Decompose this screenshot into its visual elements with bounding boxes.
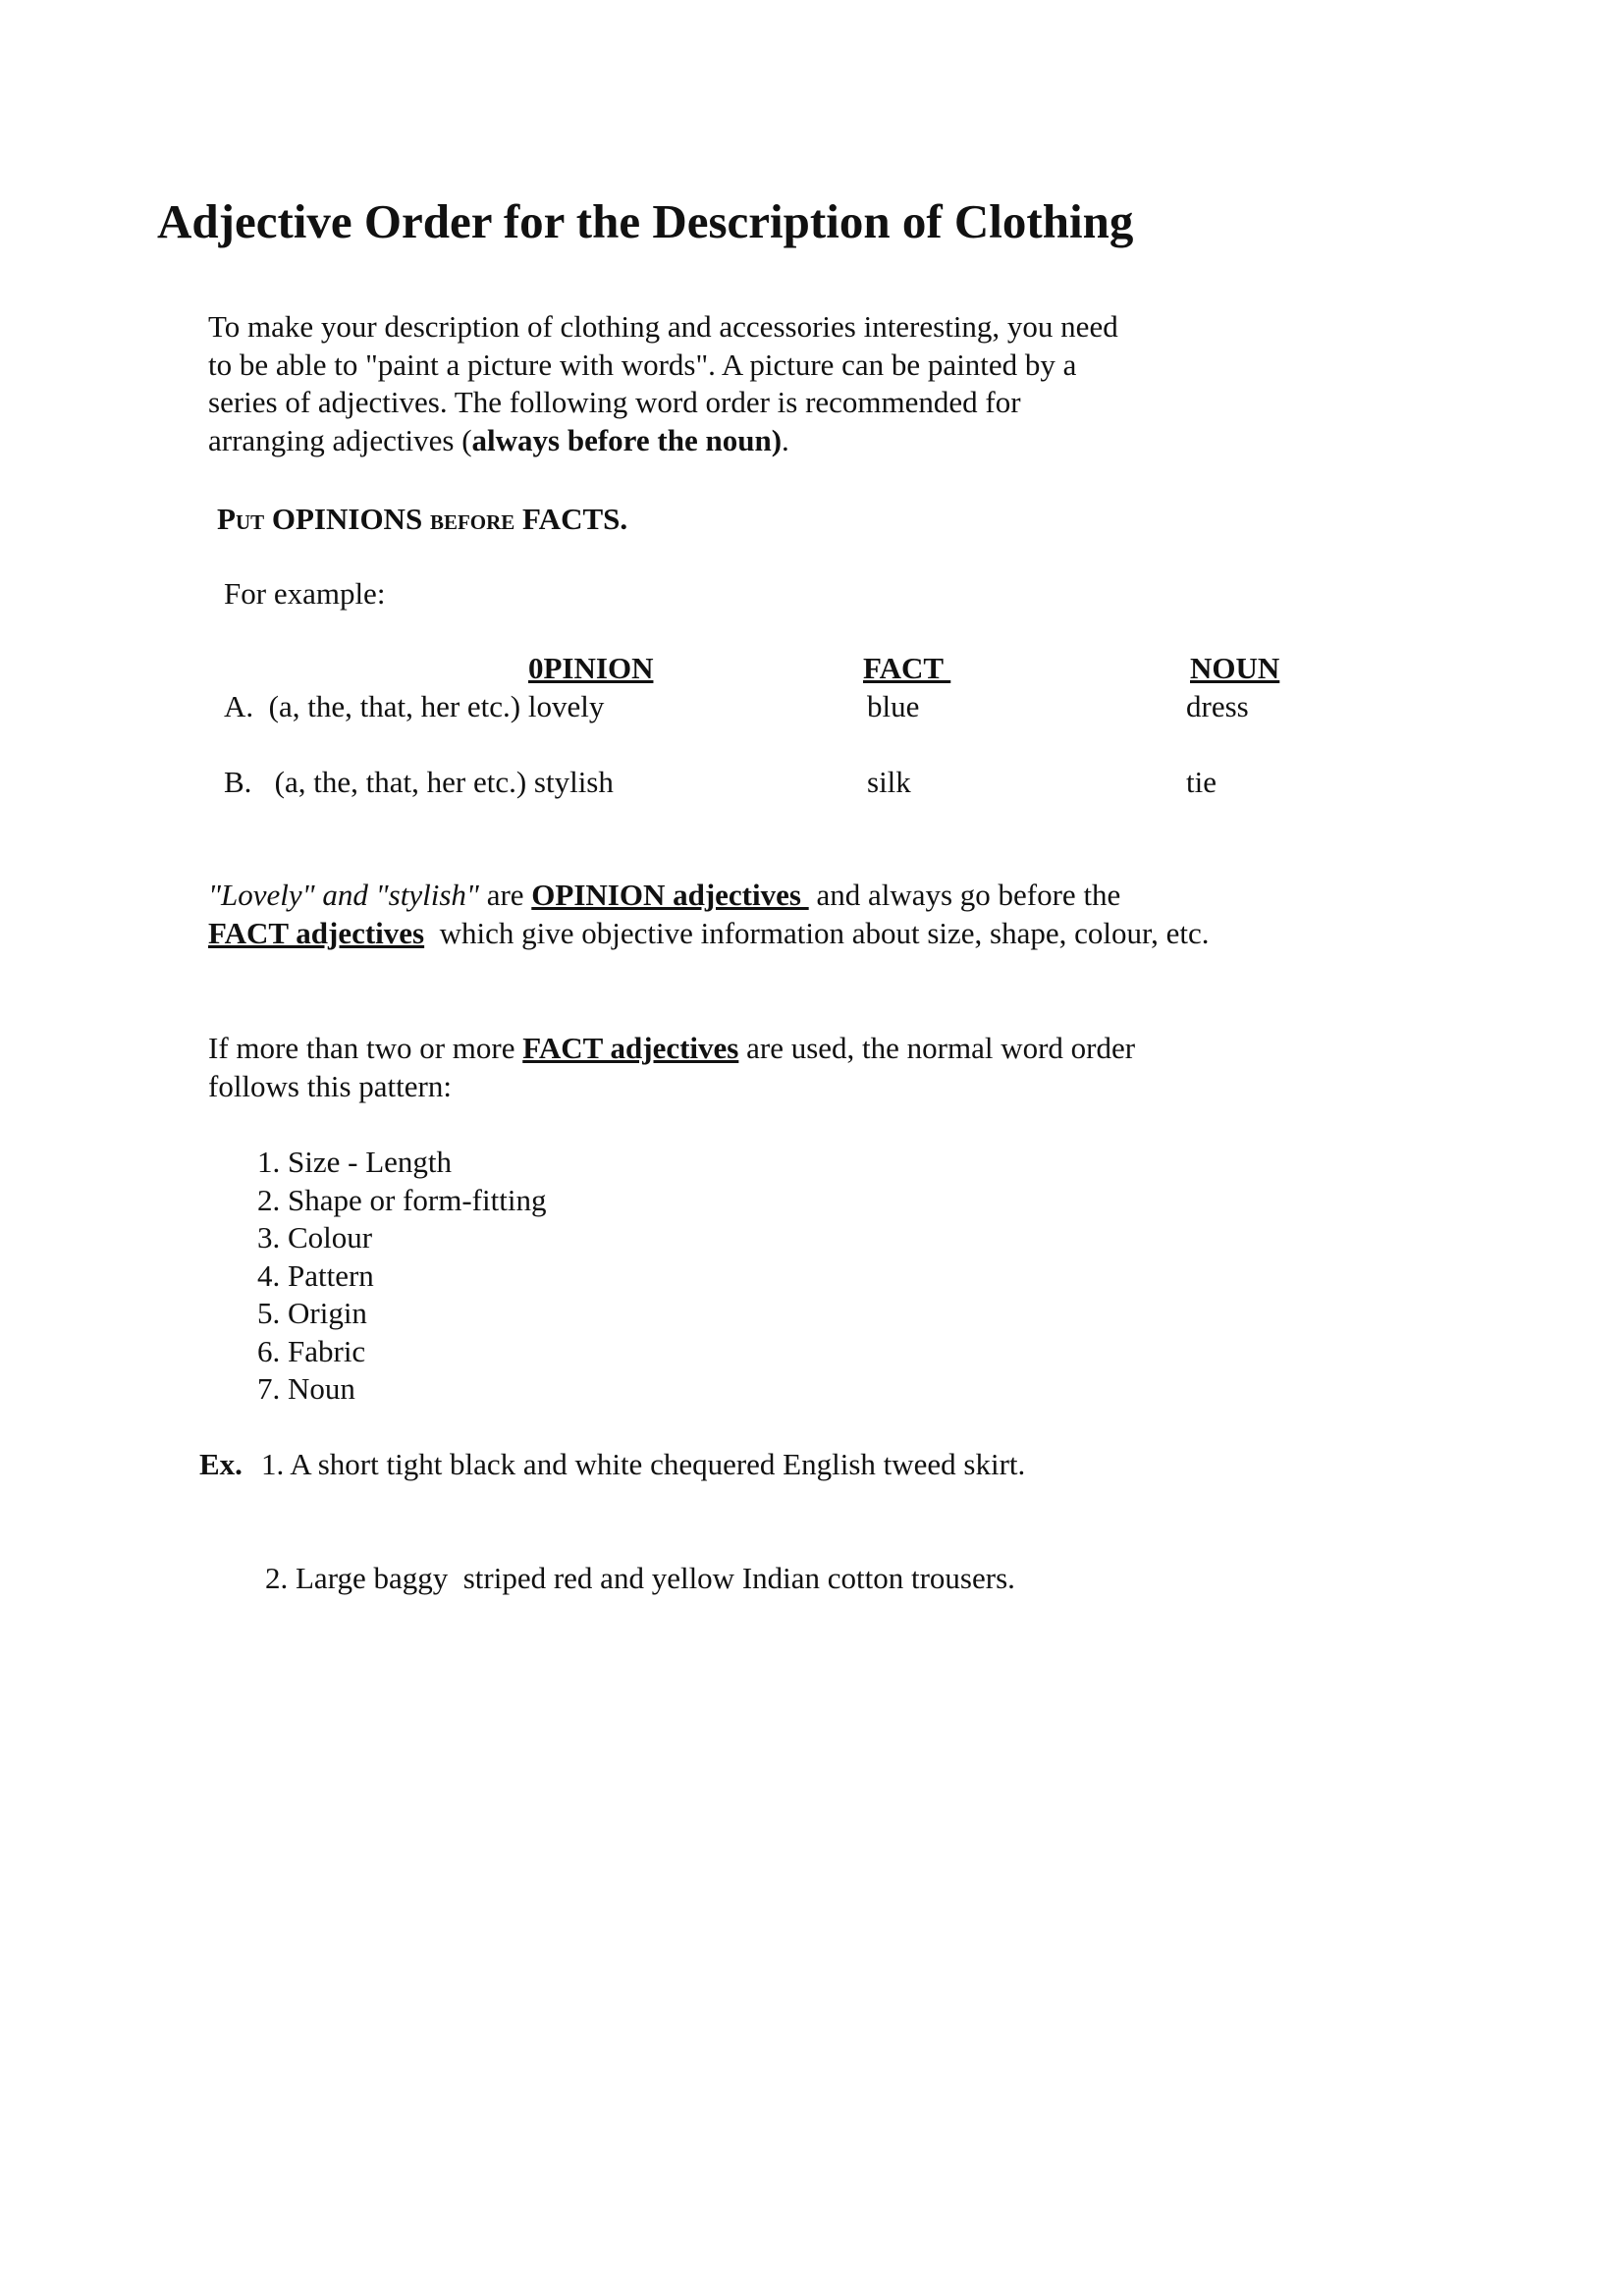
table-row-b-label: B. (a, the, that, her etc.) stylish <box>224 765 614 799</box>
example-1: 1. A short tight black and white chequered English tweed skirt. <box>261 1447 1026 1481</box>
intro-paragraph <box>208 308 1288 459</box>
table-row-a-noun: dress <box>1186 689 1249 723</box>
for-example-label: For example: <box>224 576 386 611</box>
intro-line <box>208 422 1288 460</box>
rule-heading-text: UT <box>235 510 265 534</box>
table-row-b-fact: silk <box>867 765 911 799</box>
list-item: 3. Colour <box>257 1220 373 1255</box>
fact-adjectives-term: FACT adjectives <box>208 916 425 950</box>
intro-line: series of adjectives. The following word order is recommended for <box>208 385 1021 419</box>
pattern-intro-text: If more than two or more <box>208 1031 523 1065</box>
list-item: 5. Origin <box>257 1296 367 1330</box>
explanation-text: are <box>478 878 532 912</box>
list-item: 2. Shape or form-fitting <box>257 1182 547 1217</box>
example-2: 2. Large baggy striped red and yellow Indian cotton trousers. <box>265 1561 1015 1595</box>
explanation-text: which give objective information about size, shape, colour, etc. <box>424 916 1210 950</box>
list-item: 4. Pattern <box>257 1257 374 1293</box>
adjective-order-list <box>257 1144 546 1409</box>
intro-text: . <box>782 422 789 457</box>
intro-line: to be able to "paint a picture with words". A picture can be painted by a <box>208 347 1077 382</box>
rule-heading-text: BEFORE <box>429 510 515 534</box>
intro-line: To make your description of clothing and accessories interesting, you need <box>208 309 1118 344</box>
explanation-italic: "Lovely" and "stylish" <box>208 878 479 912</box>
table-row-a-label: A. (a, the, that, her etc.) lovely <box>224 689 605 723</box>
rule-heading-text: OPINIONS <box>264 502 430 536</box>
intro-text: arranging adjectives ( <box>208 422 472 457</box>
list-item: 7. Noun <box>257 1371 355 1406</box>
explanation-text: and always go before the <box>808 878 1121 912</box>
opinion-adjectives-term: OPINION adjectives <box>531 878 809 912</box>
table-row-b-noun: tie <box>1186 765 1217 799</box>
rule-heading-text: FACTS. <box>514 502 628 536</box>
pattern-intro-line-1 <box>208 1030 1135 1068</box>
page-title: Adjective Order for the Description of Clothing <box>157 194 1134 248</box>
table-header-fact: FACT <box>863 651 951 685</box>
pattern-intro-text: are used, the normal word order <box>738 1031 1136 1065</box>
intro-emphasis: always before the noun) <box>471 422 783 457</box>
list-item: 6. Fabric <box>257 1333 366 1368</box>
list-item: 1. Size - Length <box>257 1145 453 1179</box>
explanation-line-2 <box>208 915 1209 953</box>
examples-label: Ex. <box>199 1447 243 1481</box>
fact-adjectives-term: FACT adjectives <box>522 1031 739 1065</box>
table-header-noun: NOUN <box>1190 651 1280 685</box>
rule-heading-text: P <box>217 502 236 536</box>
table-row-a-fact: blue <box>867 689 920 723</box>
rule-heading <box>217 501 627 541</box>
explanation-line-1 <box>208 877 1120 915</box>
table-header-opinion: 0PINION <box>528 651 654 685</box>
pattern-intro-line-2: follows this pattern: <box>208 1069 452 1103</box>
